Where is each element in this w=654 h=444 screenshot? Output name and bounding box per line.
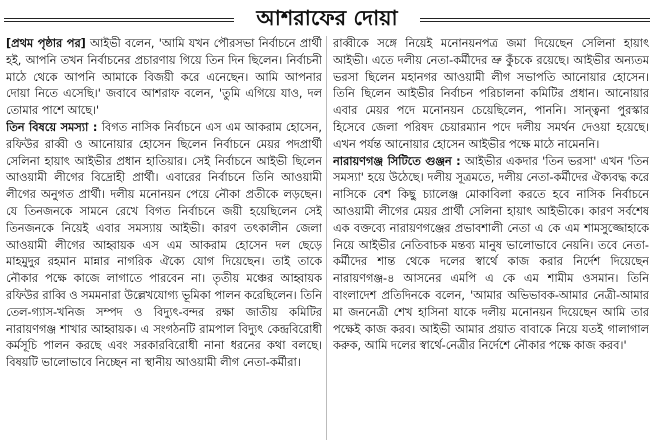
paragraph-text: রাব্বীকে সঙ্গে নিয়েই মনোনয়নপত্র জমা দিয়েছেন সেলিনা হায়াৎ আইভী। এতে দলীয় নেতা-কর্মীদের ভ্রু কুঁচকে রয়েছে। আইভীর অন্যতম ভরসা ছিলেন মহানগর আওয়ামী লীগ সভাপতি আনোয়ার হোসেন। তিনি ছিলেন আইভীর নির্বাচন পরিচালনা কমিটির প্রধান। আনোয়ার এবার মেয়র পদে মনোনয়ন চেয়েছিলেন, পাননি। সান্ত্বনা পুরস্কার হিসেবে জেলা পরিষদ চেয়ারম্যান পদে দলীয় সমর্থন দেওয়া হয়েছে। এখন পর্যন্ত আনোয়ার হোসেন আইভীর পক্ষে মাঠে নামেননি। <box>333 37 649 151</box>
continuation-tag: [প্রথম পৃষ্ঠার পর] <box>6 37 86 50</box>
column-right <box>333 36 649 440</box>
paragraph-rabbi <box>333 36 649 154</box>
paragraph-text: আইভীর একদার 'তিন ভরসা' এখন 'তিন সমস্যা' হয়ে উঠেছে। দলীয় সূত্রমতে, দলীয় নেতা-কর্মীদের ঐক্যবদ্ধ করে নাসিকে বেশ কিছু চ্যালেঞ্জ মোকাবিলা করতে হবে নাসিক নির্বাচনে আওয়ামী লীগের মেয়র প্রার্থী সেলিনা হায়াৎ আইভীকে। কারণ সর্বশেষ এক বক্তব্যে নারায়ণগঞ্জের প্রভাবশালী নেতা এ কে এম শামসুজ্জোহাকে নিয়ে আইভীর নেতিবাচক মন্তব্য মানুষ ভালোভাবে নেয়নি। তবে নেতা-কর্মীদের শান্ত থেকে দলের স্বার্থে কাজ করার নির্দেশ দিয়েছেন নারায়ণগঞ্জ-৪ আসনের এমপি এ কে এম শামীম ওসমান। তিনি বাংলাদেশ প্রতিদিনকে বলেন, 'আমার অভিভাবক-আমার নেত্রী-আমার মা জননেত্রী শেখ হাসিনা যাকে দলীয় মনোনয়ন দিয়েছেন আমি তার পক্ষেই কাজ করব। আইভী আমার প্রয়াত বাবাকে নিয়ে যতই গালাগাল করুক, আমি দলের স্বার্থে-নেত্রীর নির্দেশে নৌকার পক্ষে কাজ করব।' <box>333 154 649 353</box>
paragraph-continuation <box>6 36 322 120</box>
paragraph-three-problems <box>6 120 322 372</box>
subheading-three-problems: তিন বিষয়ে সমস্যা : <box>6 120 98 134</box>
paragraph-text: বিগত নাসিক নির্বাচনে এস এম আকরাম হোসেন, রফিউর রাব্বী ও আনোয়ার হোসেন ছিলেন নির্বাচনে মেয়র পদপ্রার্থী সেলিনা হায়াৎ আইভীর প্রধান হাতিয়ার। সেই নির্বাচনে আইভী ছিলেন আওয়ামী লীগের বিদ্রোহী প্রার্থী। এবারের নির্বাচনে তিনি আওয়ামী লীগের অনুগত প্রার্থী। দলীয় মনোনয়ন পেয়ে নৌকা প্রতীকে লড়ছেন। যে তিনজনকে সামনে রেখে বিগত নির্বাচনে জয়ী হয়েছিলেন সেই তিনজনকে নিয়েই এবার সমস্যায় আইভী। কারণ তৎকালীন জেলা আওয়ামী লীগের আহ্বায়ক এস এম আকরাম হোসেন দল ছেড়ে মাহমুদুর রহমান মান্নার নাগরিক ঐক্যে যোগ দিয়েছেন। তাই তাকে নৌকার পক্ষে কাজে লাগাতে পারবেন না। তৃতীয় মঞ্চের আহ্বায়ক রফিউর রাব্বি ও সমমনারা উল্লেখযোগ্য ভূমিকা পালন করেছিলেন। তিনি তেল-গ্যাস-খনিজ সম্পদ ও বিদ্যুৎ-বন্দর রক্ষা জাতীয় কমিটির নারায়ণগঞ্জ শাখার আহ্বায়ক। এ সংগঠনটি রামপাল বিদ্যুৎ কেন্দ্রবিরোধী কর্মসূচি পালন করছে এবং সরকারবিরোধী নানা ধরনের কথা বলছে। বিষয়টি ভালোভাবে নিচ্ছেন না স্থানীয় আওয়ামী লীগ নেতা-কর্মীরা। <box>6 120 322 370</box>
column-divider <box>326 36 327 440</box>
column-left <box>6 36 322 440</box>
headline-rule-left <box>4 18 234 22</box>
headline-rule-right <box>420 18 650 22</box>
headline: আশরাফের দোয়া <box>256 6 398 30</box>
paragraph-rumor <box>333 154 649 356</box>
subheading-rumor: নারায়ণগঞ্জ সিটিতে গুঞ্জন : <box>333 154 461 168</box>
headline-row <box>0 4 654 32</box>
paragraph-text: আইভী বলেন, 'আমি যখন পৌরসভা নির্বাচনে প্রার্থী হই, আপনি তখন নির্বাচনের প্রচারণায় গিয়ে তিন দিন ছিলেন। নির্বাচনী মাঠে থেকে আপনি আমাকে বিজয়ী করে এনেছেন। আমি আপনার দোয়া নিতে এসেছি।' জবাবে আশরাফ বলেন, 'তুমি এগিয়ে যাও, দল তোমার পাশে আছে।' <box>6 37 322 118</box>
